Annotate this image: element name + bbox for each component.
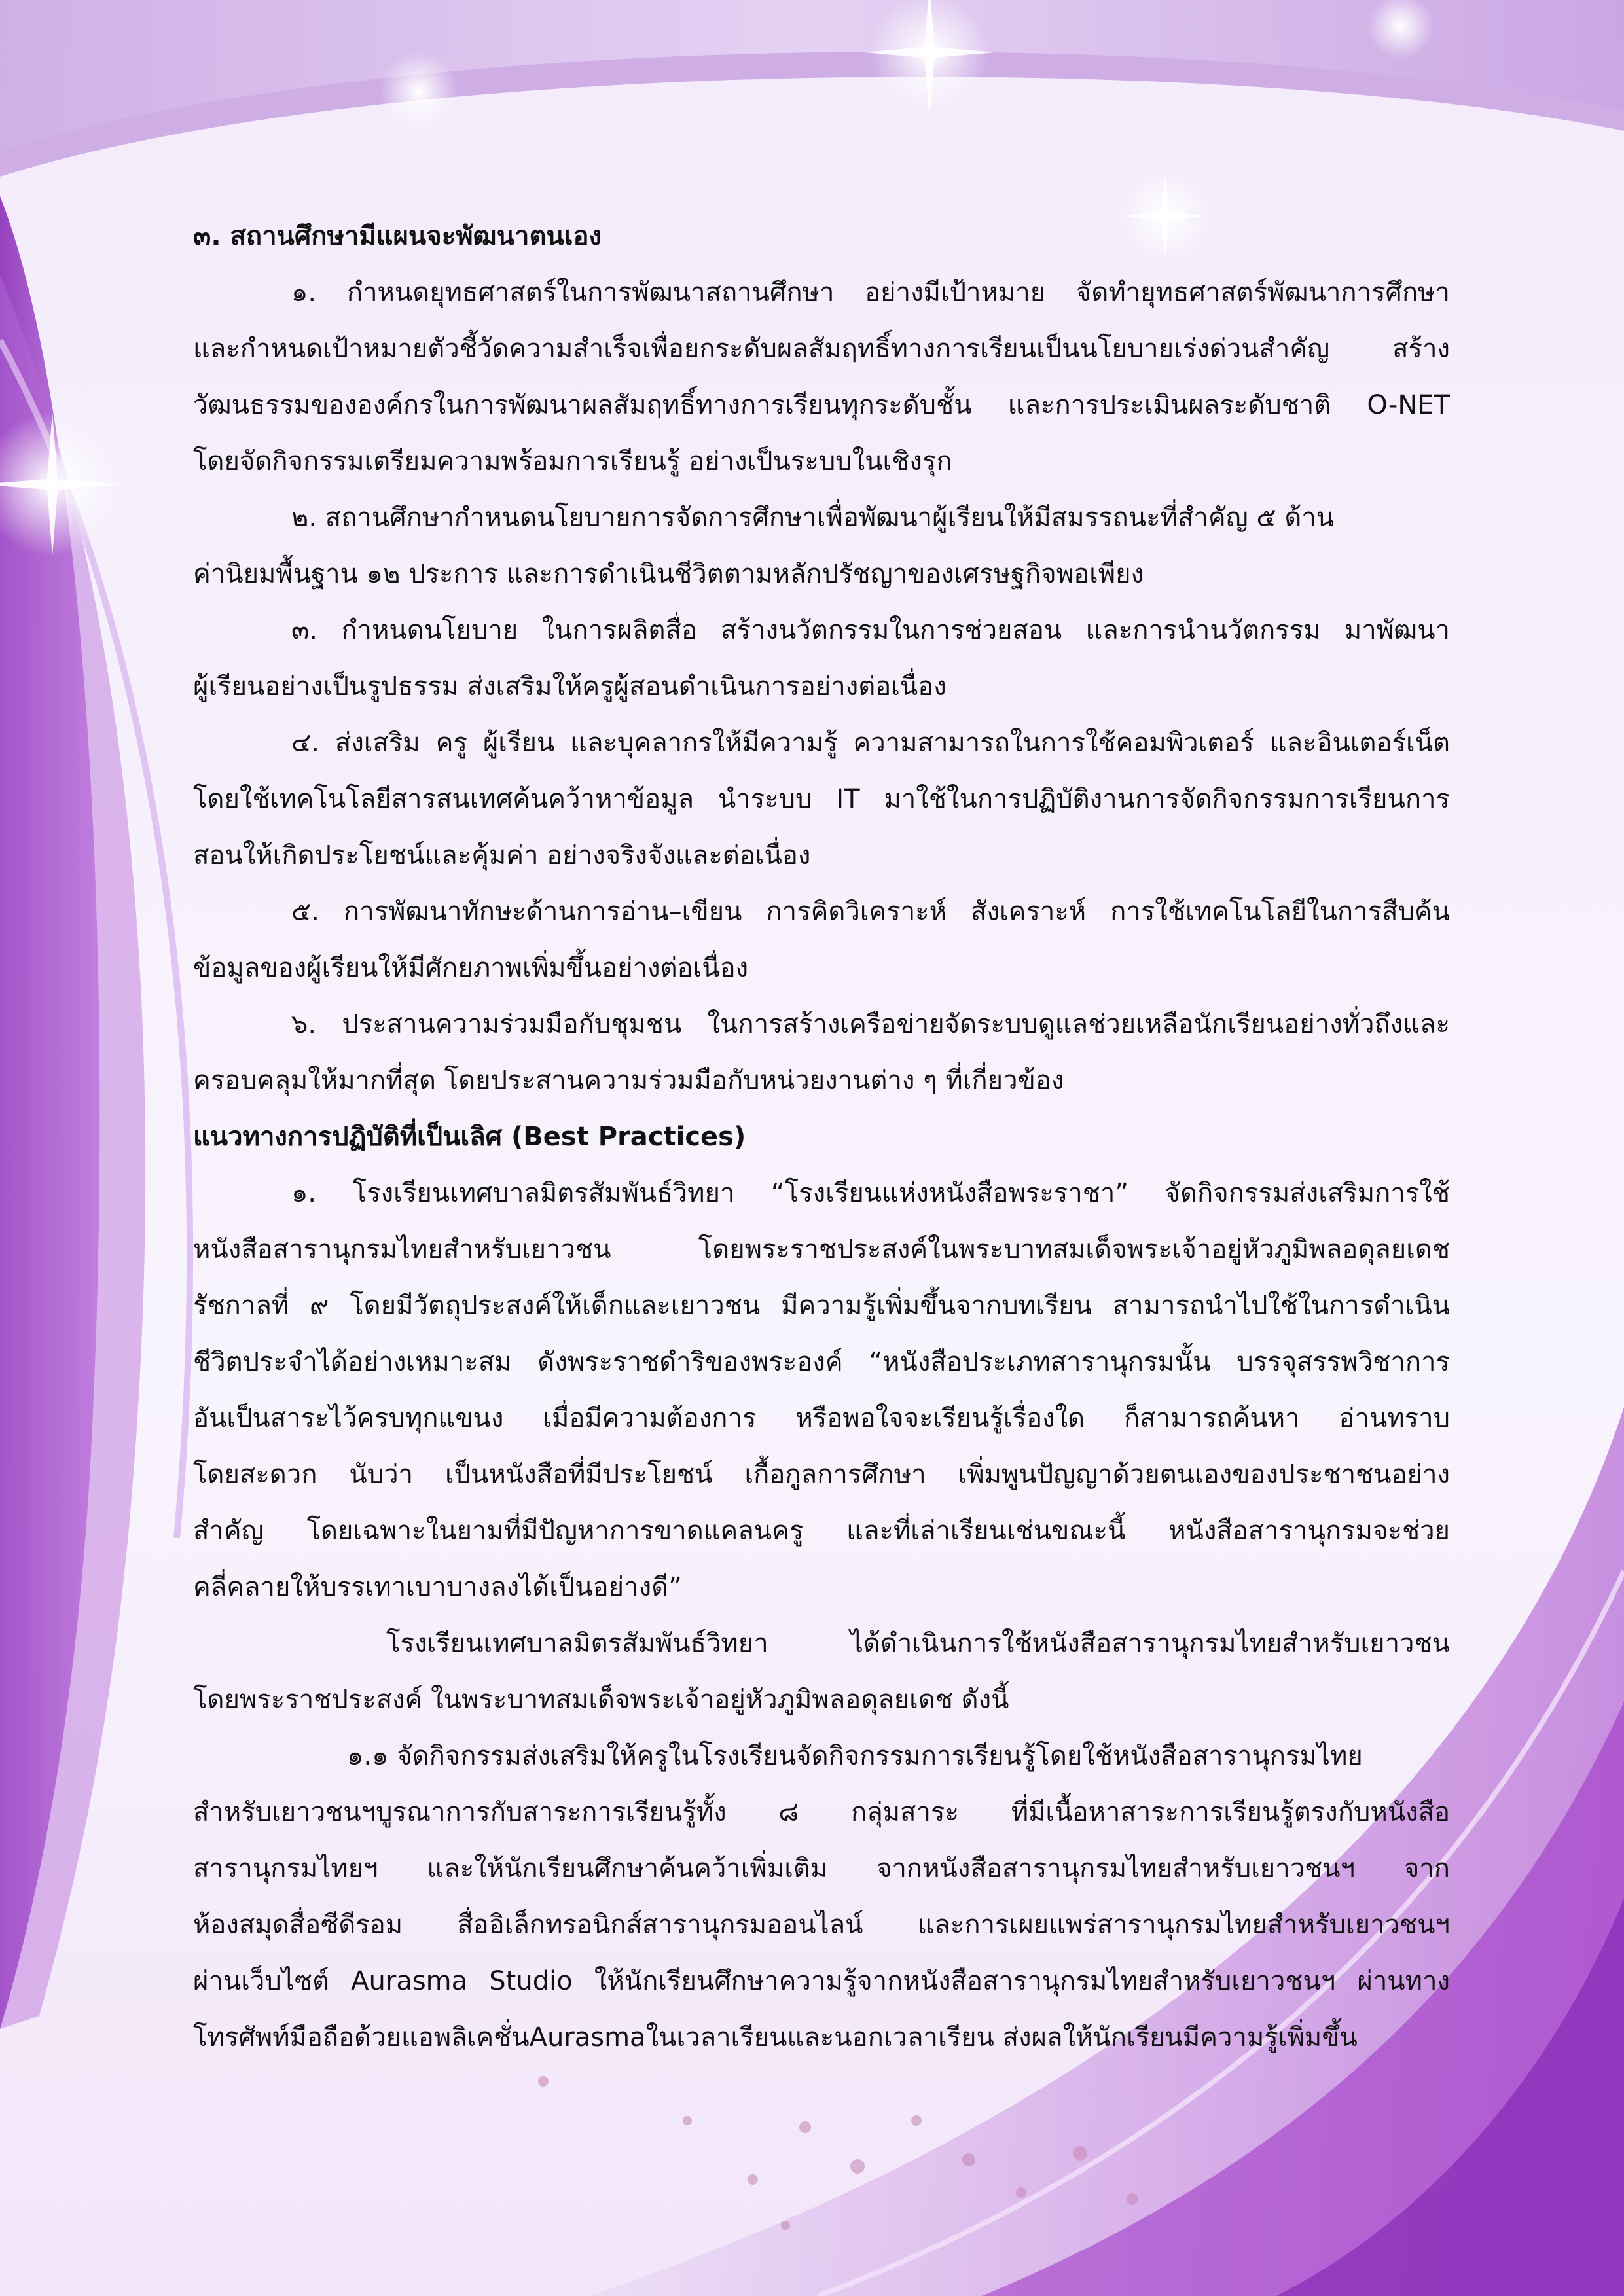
best-practices-line: โดยสะดวก นับว่า เป็นหนังสือที่มีประโยชน์ เกื้อกูลการศึกษา เพิ่มพูนปัญญาด้วยตนเองของประชาชนอย่าง <box>193 1460 1450 1490</box>
section-3-line: ผู้เรียนอย่างเป็นรูปธรรม ส่งเสริมให้ครูผู้สอนดำเนินการอย่างต่อเนื่อง <box>193 672 947 702</box>
section-3-line: ค่านิยมพื้นฐาน ๑๒ ประการ และการดำเนินชีวิตตามหลักปรัชญาของเศรษฐกิจพอเพียง <box>193 559 1144 589</box>
best-practices-line: ห้องสมุดสื่อซีดีรอม สื่ออิเล็กทรอนิกส์สารานุกรมออนไลน์ และการเผยแพร่สารานุกรมไทยสำหรับเยาวชนฯ <box>193 1910 1450 1940</box>
best-practices-line: สำหรับเยาวชนฯบูรณาการกับสาระการเรียนรู้ทั้ง ๘ กลุ่มสาระ ที่มีเนื้อหาสาระการเรียนรู้ตรงกับหนังสือ <box>193 1797 1450 1827</box>
document-body <box>193 208 1450 2066</box>
section-3-line: โดยใช้เทคโนโลยีสารสนเทศค้นคว้าหาข้อมูล นำระบบ IT มาใช้ในการปฏิบัติงานการจัดกิจกรรมการเรียนการ <box>193 784 1450 814</box>
best-practices-line: สารานุกรมไทยฯ และให้นักเรียนศึกษาค้นคว้าเพิ่มเติม จากหนังสือสารานุกรมไทยสำหรับเยาวชนฯ จาก <box>193 1854 1450 1884</box>
section-3-line: ข้อมูลของผู้เรียนให้มีศักยภาพเพิ่มขึ้นอย่างต่อเนื่อง <box>193 953 749 983</box>
section-3-line: โดยจัดกิจกรรมเตรียมความพร้อมการเรียนรู้ อย่างเป็นระบบในเชิงรุก <box>193 446 952 476</box>
section-3-line: ครอบคลุมให้มากที่สุด โดยประสานความร่วมมือกับหน่วยงานต่าง ๆ ที่เกี่ยวข้อง <box>193 1066 1064 1096</box>
best-practices-line: ๑.๑ จัดกิจกรรมส่งเสริมให้ครูในโรงเรียนจัดกิจกรรมการเรียนรู้โดยใช้หนังสือสารานุกรมไทย <box>347 1741 1363 1771</box>
best-practices-line: รัชกาลที่ ๙ โดยมีวัตถุประสงค์ให้เด็กและเยาวชน มีความรู้เพิ่มขึ้นจากบทเรียน สามารถนำไปใช้ในการดำเนิน <box>193 1291 1450 1321</box>
section-3-line: วัฒนธรรมขององค์กรในการพัฒนาผลสัมฤทธิ์ทางการเรียนทุกระดับชั้น และการประเมินผลระดับชาติ O-NET <box>193 390 1450 420</box>
section-3-line: ๒. สถานศึกษากำหนดนโยบายการจัดการศึกษาเพื่อพัฒนาผู้เรียนให้มีสมรรถนะที่สำคัญ ๕ ด้าน <box>291 503 1335 533</box>
best-practices-line: ผ่านเว็บไซต์ Aurasma Studio ให้นักเรียนศึกษาความรู้จากหนังสือสารานุกรมไทยสำหรับเยาวชนฯ ผ่านทาง <box>193 1966 1450 1996</box>
best-practices-line: หนังสือสารานุกรมไทยสำหรับเยาวชน โดยพระราชประสงค์ในพระบาทสมเด็จพระเจ้าอยู่หัวภูมิพลอดุลยเดช <box>193 1234 1450 1265</box>
best-practices-line: อันเป็นสาระไว้ครบทุกแขนง เมื่อมีความต้องการ หรือพอใจจะเรียนรู้เรื่องใด ก็สามารถค้นหา อ่านทราบ <box>193 1403 1450 1433</box>
best-practices-line: โรงเรียนเทศบาลมิตรสัมพันธ์วิทยา ได้ดำเนินการใช้หนังสือสารานุกรมไทยสำหรับเยาวชน <box>386 1628 1450 1659</box>
best-practices-line: ชีวิตประจำได้อย่างเหมาะสม ดังพระราชดำริของพระองค์ “หนังสือประเภทสารานุกรมนั้น บรรจุสรรพวิชาการ <box>193 1347 1450 1377</box>
best-practices-heading: แนวทางการปฏิบัติที่เป็นเลิศ (Best Practices) <box>193 1122 746 1152</box>
section-3-line: สอนให้เกิดประโยชน์และคุ้มค่า อย่างจริงจังและต่อเนื่อง <box>193 840 811 870</box>
section-3-line: ๑. กำหนดยุทธศาสตร์ในการพัฒนาสถานศึกษา อย่างมีเป้าหมาย จัดทำยุทธศาสตร์พัฒนาการศึกษา <box>291 278 1450 308</box>
section-3-line: และกำหนดเป้าหมายตัวชี้วัดความสำเร็จเพื่อยกระดับผลสัมฤทธิ์ทางการเรียนเป็นนโยบายเร่งด่วนสำคัญ สร้าง <box>193 334 1450 364</box>
section-3-heading: ๓. สถานศึกษามีแผนจะพัฒนาตนเอง <box>193 221 602 251</box>
section-3-line: ๖. ประสานความร่วมมือกับชุมชน ในการสร้างเครือข่ายจัดระบบดูแลช่วยเหลือนักเรียนอย่างทั่วถึงและ <box>291 1009 1450 1039</box>
best-practices-line: โทรศัพท์มือถือด้วยแอพลิเคชั่นAurasmaในเวลาเรียนและนอกเวลาเรียน ส่งผลให้นักเรียนมีความรู้เพิ่มขึ้น <box>193 2022 1358 2053</box>
section-3-line: ๔. ส่งเสริม ครู ผู้เรียน และบุคลากรให้มีความรู้ ความสามารถในการใช้คอมพิวเตอร์ และอินเตอร์เน็ต <box>291 728 1450 758</box>
section-3-line: ๓. กำหนดนโยบาย ในการผลิตสื่อ สร้างนวัตกรรมในการช่วยสอน และการนำนวัตกรรม มาพัฒนา <box>291 615 1450 645</box>
section-3-line: ๕. การพัฒนาทักษะด้านการอ่าน–เขียน การคิดวิเคราะห์ สังเคราะห์ การใช้เทคโนโลยีในการสืบค้น <box>291 897 1450 927</box>
best-practices-line: ๑. โรงเรียนเทศบาลมิตรสัมพันธ์วิทยา “โรงเรียนแห่งหนังสือพระราชา” จัดกิจกรรมส่งเสริมการใช้ <box>291 1178 1450 1208</box>
best-practices-line: สำคัญ โดยเฉพาะในยามที่มีปัญหาการขาดแคลนครู และที่เล่าเรียนเช่นขณะนี้ หนังสือสารานุกรมจะช่วย <box>193 1516 1450 1546</box>
best-practices-line: คลี่คลายให้บรรเทาเบาบางลงได้เป็นอย่างดี” <box>193 1572 682 1602</box>
best-practices-line: โดยพระราชประสงค์ ในพระบาทสมเด็จพระเจ้าอยู่หัวภูมิพลอดุลยเดช ดังนี้ <box>193 1685 1009 1715</box>
